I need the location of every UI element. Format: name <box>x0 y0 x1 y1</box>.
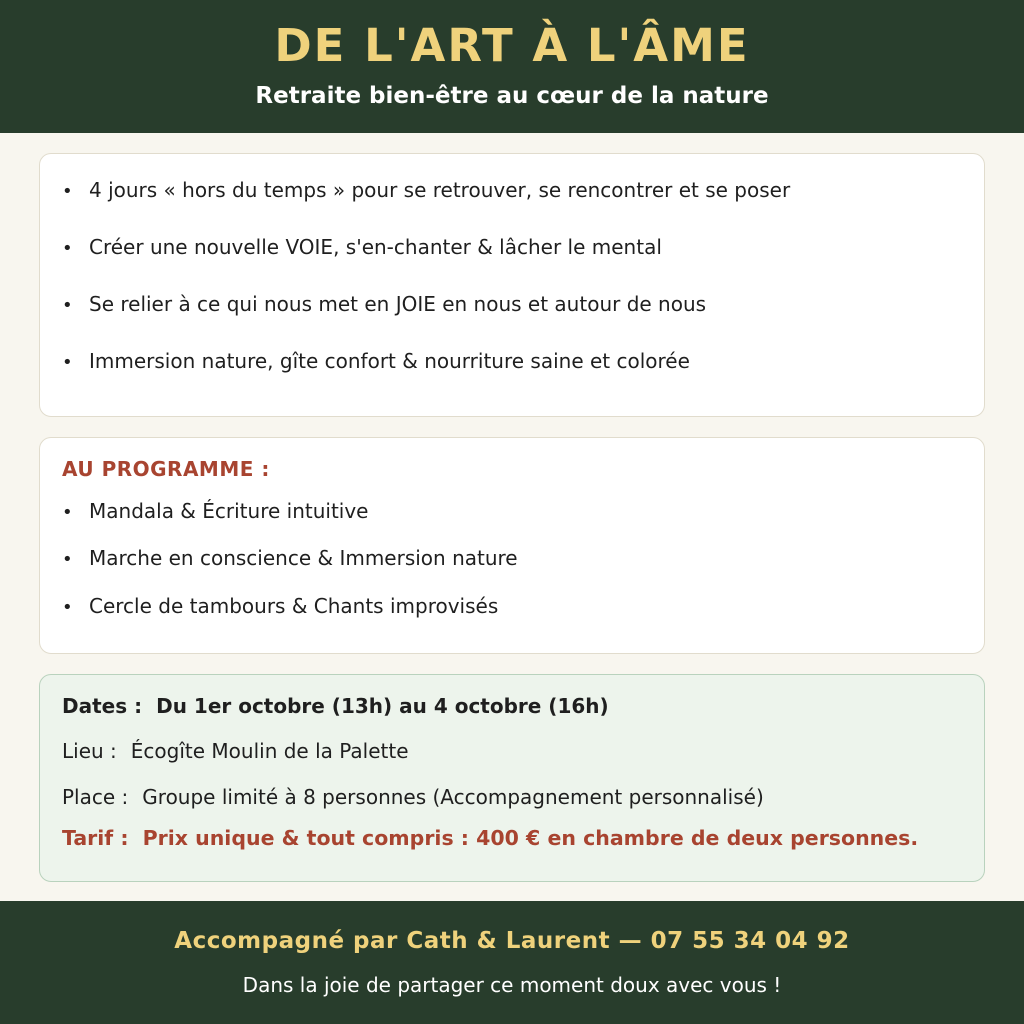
bullet-icon: • <box>62 502 73 523</box>
bullet-icon: • <box>62 181 73 202</box>
highlight-item <box>62 290 706 320</box>
programme-text: Marche en conscience & Immersion nature <box>89 546 518 570</box>
footer-tagline: Dans la joie de partager ce moment doux avec vous ! <box>242 973 782 997</box>
place-value: Groupe limité à 8 personnes (Accompagnement personnalisé) <box>142 785 764 809</box>
highlight-text: Se relier à ce qui nous met en JOIE en nous et autour de nous <box>89 292 707 316</box>
bullet-icon: • <box>62 238 73 259</box>
highlight-text: Immersion nature, gîte confort & nourriture saine et colorée <box>89 349 690 373</box>
footer-banner <box>0 901 1024 1024</box>
highlight-item <box>62 347 690 377</box>
page-title: DE L'ART À L'ÂME <box>274 19 750 72</box>
highlight-item <box>62 176 790 206</box>
details-card <box>39 674 985 882</box>
page-subtitle: Retraite bien-être au cœur de la nature <box>255 83 769 109</box>
highlight-text: Créer une nouvelle VOIE, s'en-chanter & lâcher le mental <box>89 235 662 259</box>
lieu-row <box>62 737 409 765</box>
lieu-label: Lieu : <box>62 739 117 763</box>
highlight-text: 4 jours « hors du temps » pour se retrouver, se rencontrer et se poser <box>89 178 791 202</box>
dates-row <box>62 692 609 720</box>
bullet-icon: • <box>62 295 73 316</box>
programme-item <box>62 544 518 574</box>
place-row <box>62 783 764 811</box>
header-banner <box>0 0 1024 133</box>
bullet-icon: • <box>62 549 73 570</box>
tarif-row <box>62 824 918 852</box>
contact-line: Accompagné par Cath & Laurent — 07 55 34 04 92 <box>174 928 850 954</box>
programme-text: Cercle de tambours & Chants improvisés <box>89 594 499 618</box>
highlights-card <box>39 153 985 417</box>
programme-text: Mandala & Écriture intuitive <box>89 499 369 523</box>
dates-label: Dates : <box>62 694 143 718</box>
programme-item <box>62 497 368 527</box>
bullet-icon: • <box>62 352 73 373</box>
dates-value: Du 1er octobre (13h) au 4 octobre (16h) <box>156 694 609 718</box>
place-label: Place : <box>62 785 129 809</box>
highlight-item <box>62 233 662 263</box>
programme-item <box>62 592 498 622</box>
bullet-icon: • <box>62 597 73 618</box>
lieu-value: Écogîte Moulin de la Palette <box>130 739 409 763</box>
tarif-label: Tarif : <box>62 826 129 850</box>
programme-card <box>39 437 985 654</box>
tarif-value: Prix unique & tout compris : 400 € en chambre de deux personnes. <box>142 826 919 850</box>
programme-heading: AU PROGRAMME : <box>62 457 270 481</box>
